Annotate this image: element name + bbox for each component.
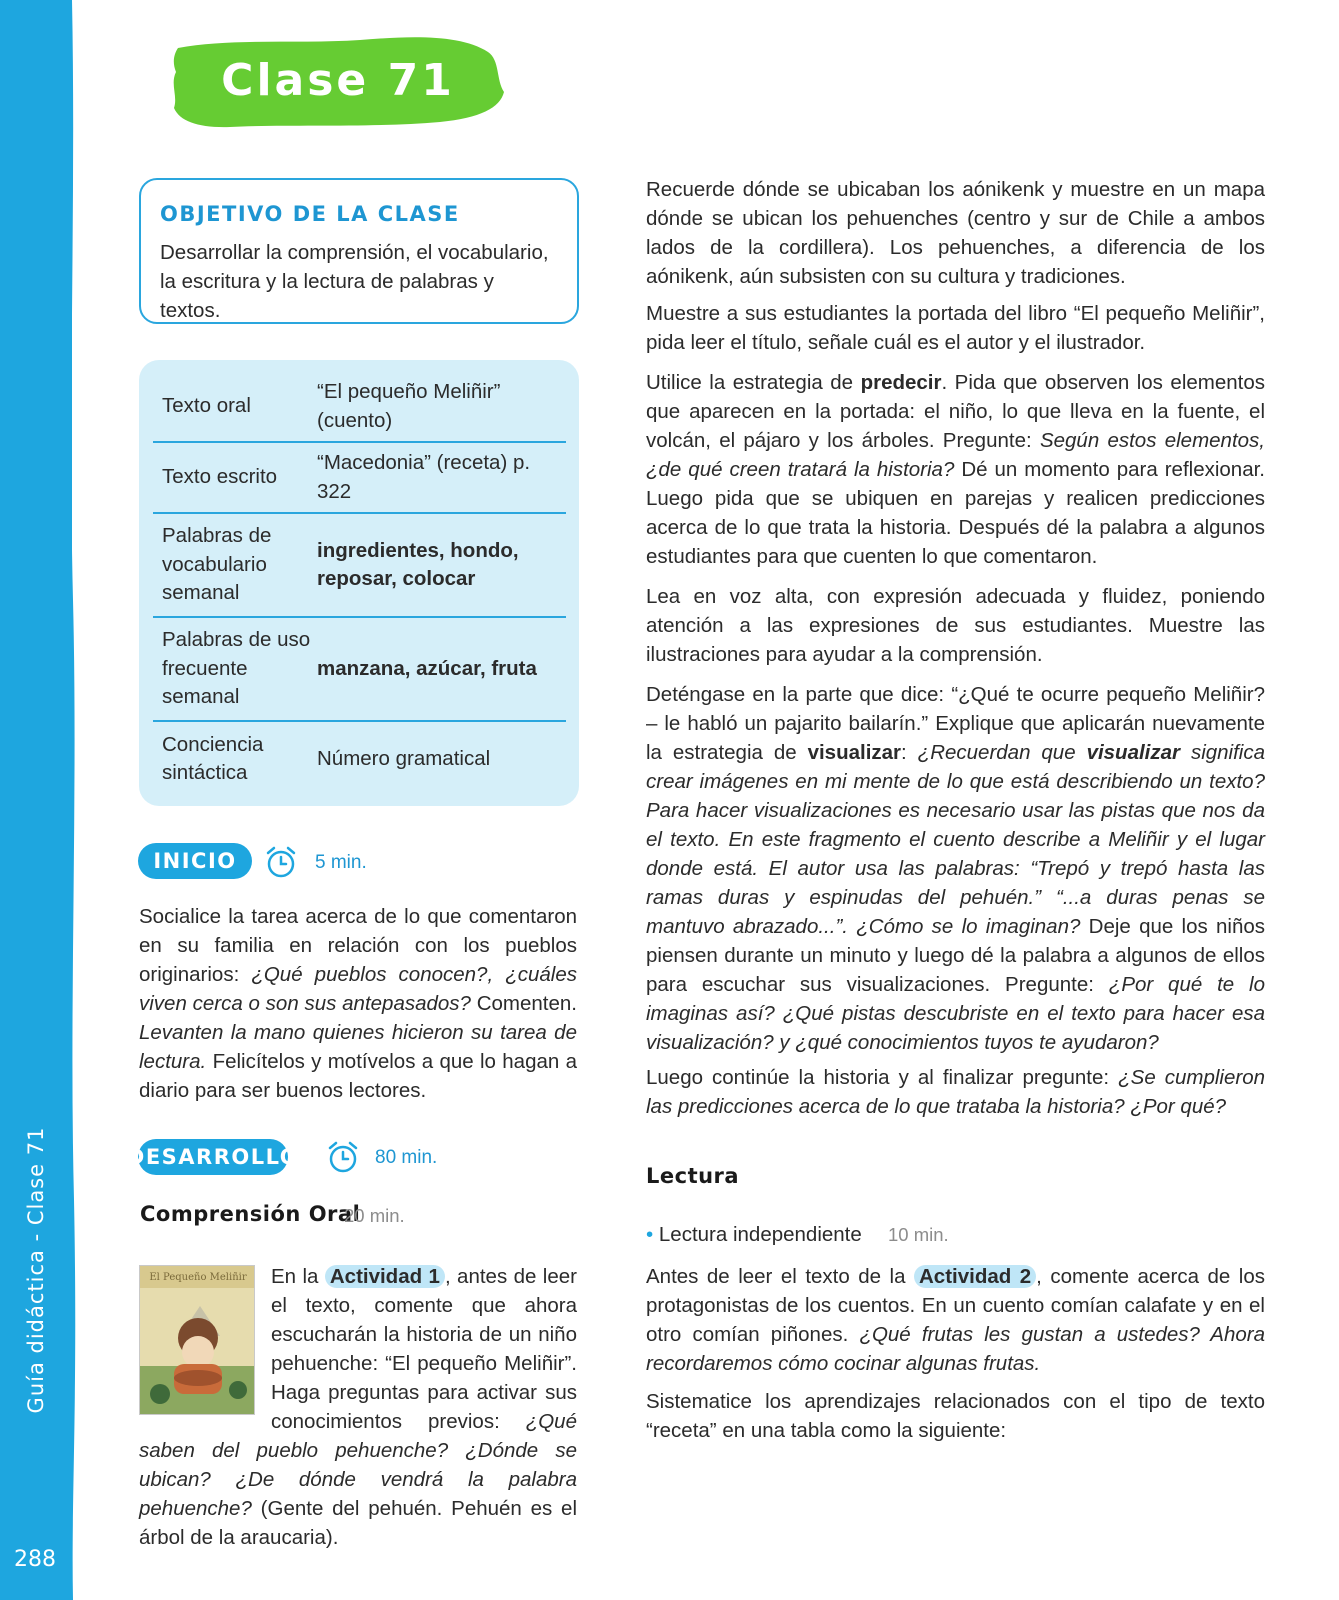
right-p5 [646,680,1265,1057]
right-p6-question: ¿Se cumplieron las predicciones acerca de lo que trataba la historia? ¿Por qué? [646,1066,1266,1118]
right-p3-text-3: Dé un momento para reflexionar. Luego pida que se ubiquen en parejas y realicen predicciones acerca de lo que trata la historia. Después dé la palabra a algunos estudiantes para que cuenten lo que comentaron. [646,458,1265,568]
info-value: manzana, azúcar, fruta [317,656,537,680]
right-p2: Muestre a sus estudiantes la portada del libro “El pequeño Meliñir”, pida leer el título, señale cuál es el autor y el ilustrador. [646,302,1265,354]
lectura-heading: Lectura [646,1164,740,1188]
right-p8: Sistematice los aprendizajes relacionados con el tipo de texto “receta” en una tabla como la siguiente: [646,1390,1265,1442]
alarm-clock-icon [326,1140,360,1174]
alarm-clock-icon [264,845,298,879]
right-p5-text: Deténgase en la parte que dice: “¿Qué te ocurre pequeño Meliñir? – le habló un pajarito bailarín.” Explique que aplicarán nuevamente la estrategia de [646,683,1265,764]
right-p7-question: ¿Qué frutas les gustan a ustedes? Ahora recordaremos cómo cocinar algunas frutas. [646,1323,1266,1375]
right-p5-italic-3: ¿Por qué te lo imaginas así? ¿Qué pistas descubriste en el texto para hacer esa visualización? y ¿qué conocimientos tuyos te ayudaron? [646,973,1265,1054]
right-p3-text-2: . Pida que observen los elementos que aparecen en la portada: el niño, lo que lleva en la fuente, el volcán, el pájaro y los árboles. Pregunte: [646,371,1265,452]
right-p6 [646,1063,1265,1121]
right-p3-text: Utilice la estrategia de [646,371,854,394]
lectura-bullet-label: Lectura independiente [658,1223,862,1246]
inicio-text-2: Comenten. [476,992,577,1015]
desarrollo-badge: DESARROLLO [138,1139,288,1175]
actividad1-questions: ¿Qué saben del pueblo pehuenche? ¿Dónde se ubican? ¿De dónde vendrá la palabra pehuenche? [139,1410,577,1520]
right-p7-text: Antes de leer el texto de la [646,1265,906,1288]
side-band-edge [66,0,80,1600]
right-p3-bold: predecir [860,371,942,394]
inicio-text: Socialice la tarea acerca de lo que comentaron en su familia en relación con los pueblos originarios: [139,905,577,986]
info-value: Número gramatical [317,746,491,770]
desarrollo-time: 80 min. [375,1147,438,1168]
right-p7 [646,1262,1265,1378]
book-float-spacer [139,1262,271,1422]
objective-box [139,178,579,324]
right-p5-text-2: Deje que los niños piensen durante un minuto y luego dé la palabra a algunos de ellos para escuchar sus visualizaciones. Pregunte: [646,915,1265,996]
info-row [153,618,566,722]
lectura-bullet-time: 10 min. [888,1224,949,1245]
actividad1-highlight: Actividad 1 [325,1265,445,1288]
inicio-time: 5 min. [315,852,367,873]
objective-heading: OBJETIVO DE LA CLASE [160,202,460,226]
right-p3 [646,368,1265,571]
right-p5-bold: visualizar [807,741,902,764]
info-label: Texto escrito [162,465,278,489]
actividad2-highlight: Actividad 2 [914,1265,1036,1288]
page-title: Clase 71 [221,54,455,106]
actividad1-text-3: (Gente del pehuén. Pehuén es el árbol de la araucaria). [139,1497,577,1549]
right-p5-italic-2: significa crear imágenes en mi mente de lo que está describiendo un texto? Para hacer visualizaciones es necesario usar las pistas que nos da el texto. En este fragmento el cuento describe a Meliñir y el lugar donde está. El autor usa las palabras: “Trepó y trepó hasta las ramas duras y espinudas del pehuén.” “...a duras penas se mantuvo abrazado...”. ¿Cómo se lo imaginan? [646,741,1266,938]
right-p1: Recuerde dónde se ubicaban los aónikenk y muestre en un mapa dónde se ubican los pehuenches (centro y sur de Chile a ambos lados de la cordillera). Los pehuenches, a diferencia de los aónikenk, aún subsisten con su cultura y tradiciones. [646,178,1265,288]
info-row [153,443,566,514]
inicio-paragraph [139,902,577,1105]
right-p5-italic: ¿Recuerdan que [917,741,1076,764]
info-label: Palabras de vocabulario semanal [162,524,272,605]
right-p5-colon: : [901,741,907,764]
title-banner [170,30,506,130]
book-title-text: El Pequeño Meliñir [149,1272,247,1283]
right-p6-text: Luego continúe la historia y al finalizar pregunte: [646,1066,1110,1089]
right-p4: Lea en voz alta, con expresión adecuada y fluidez, poniendo atención a las expresiones de sus estudiantes. Muestre las ilustraciones para ayudar a la comprensión. [646,585,1265,666]
actividad1-paragraph [139,1262,577,1552]
right-p5-bold-italic: visualizar [1086,741,1181,764]
right-p3-question: Según estos elementos, ¿de qué creen tratará la historia? [646,429,1265,481]
info-table [139,360,579,806]
info-row [153,372,566,443]
comprension-oral-time: 20 min. [344,1205,405,1226]
inicio-text-3: Felicítelos y motívelos a que lo hagan a diario para ser buenos lectores. [139,1050,578,1102]
actividad1-text: En la [271,1265,319,1288]
bullet-dot-icon: • [646,1223,654,1246]
info-value: “El pequeño Meliñir” (cuento) [317,380,501,432]
page-number: 288 [14,1547,56,1572]
info-value: “Macedonia” (receta) p. 322 [317,451,531,503]
inicio-badge: INICIO [138,843,252,879]
objective-text: Desarrollar la comprensión, el vocabulario, la escritura y la lectura de palabras y textos. [160,241,549,322]
actividad1-text-2: , antes de leer el texto, comente que ahora escucharán la historia de un niño pehuenche: “El pequeño Meliñir”. Haga preguntas para activar sus conocimientos previos: [271,1265,577,1433]
inicio-question: ¿Qué pueblos conocen?, ¿cuáles viven cerca o son sus antepasados? [139,963,577,1015]
info-row [153,514,566,618]
info-label: Texto oral [162,394,251,418]
comprension-oral-heading: Comprensión Oral [140,1202,361,1226]
info-row [153,722,566,796]
side-label: Guía didáctica - Clase 71 [24,1126,48,1414]
info-label: Palabras de uso frecuente semanal [162,628,311,709]
right-p7-text-2: , comente acerca de los protagonistas de los cuentos. En un cuento comían calafate y en el otro comían piñones. [646,1265,1265,1346]
info-label: Conciencia sintáctica [162,732,264,784]
lectura-bullet [646,1220,1265,1249]
inicio-instruction: Levanten la mano quienes hicieron su tarea de lectura. [139,1021,577,1073]
info-value: ingredientes, hondo, reposar, colocar [317,538,519,590]
